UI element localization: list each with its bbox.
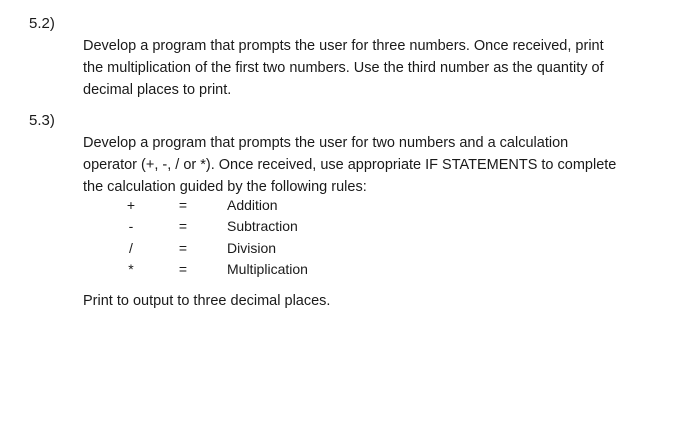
operator-symbol: / <box>129 240 133 256</box>
operator-rule-row <box>0 195 400 216</box>
text-line: decimal places to print. <box>83 82 232 98</box>
text-line: Develop a program that prompts the user for two numbers and a calculation <box>83 135 569 151</box>
operator-name: Multiplication <box>227 261 308 277</box>
operator-name: Division <box>227 240 277 256</box>
text-line: the calculation guided by the following rules: <box>83 179 367 195</box>
equals-sign: = <box>178 218 188 234</box>
operator-symbol: - <box>128 218 134 234</box>
closing-instruction: Print to output to three decimal places. <box>83 293 331 309</box>
equals-sign: = <box>178 261 188 277</box>
operator-symbol: * <box>128 261 134 277</box>
section-number-5-2: 5.2) <box>29 15 55 32</box>
section-number-5-3: 5.3) <box>29 112 55 129</box>
operator-rule-row <box>0 259 400 280</box>
equals-sign: = <box>178 240 188 256</box>
operator-symbol: + <box>126 197 136 213</box>
operator-name: Addition <box>227 197 278 213</box>
text-line: operator (+, -, / or *). Once received, use appropriate IF STATEMENTS to complete <box>83 157 617 173</box>
text-line: the multiplication of the first two numbers. Use the third number as the quantity of <box>83 60 604 76</box>
operator-name: Subtraction <box>227 218 298 234</box>
operator-rule-row <box>0 216 400 237</box>
operator-rule-row <box>0 238 400 259</box>
section-5-3-text <box>83 132 643 198</box>
text-line: Develop a program that prompts the user for three numbers. Once received, print <box>83 38 604 54</box>
section-5-2-text <box>83 35 643 101</box>
equals-sign: = <box>178 197 188 213</box>
